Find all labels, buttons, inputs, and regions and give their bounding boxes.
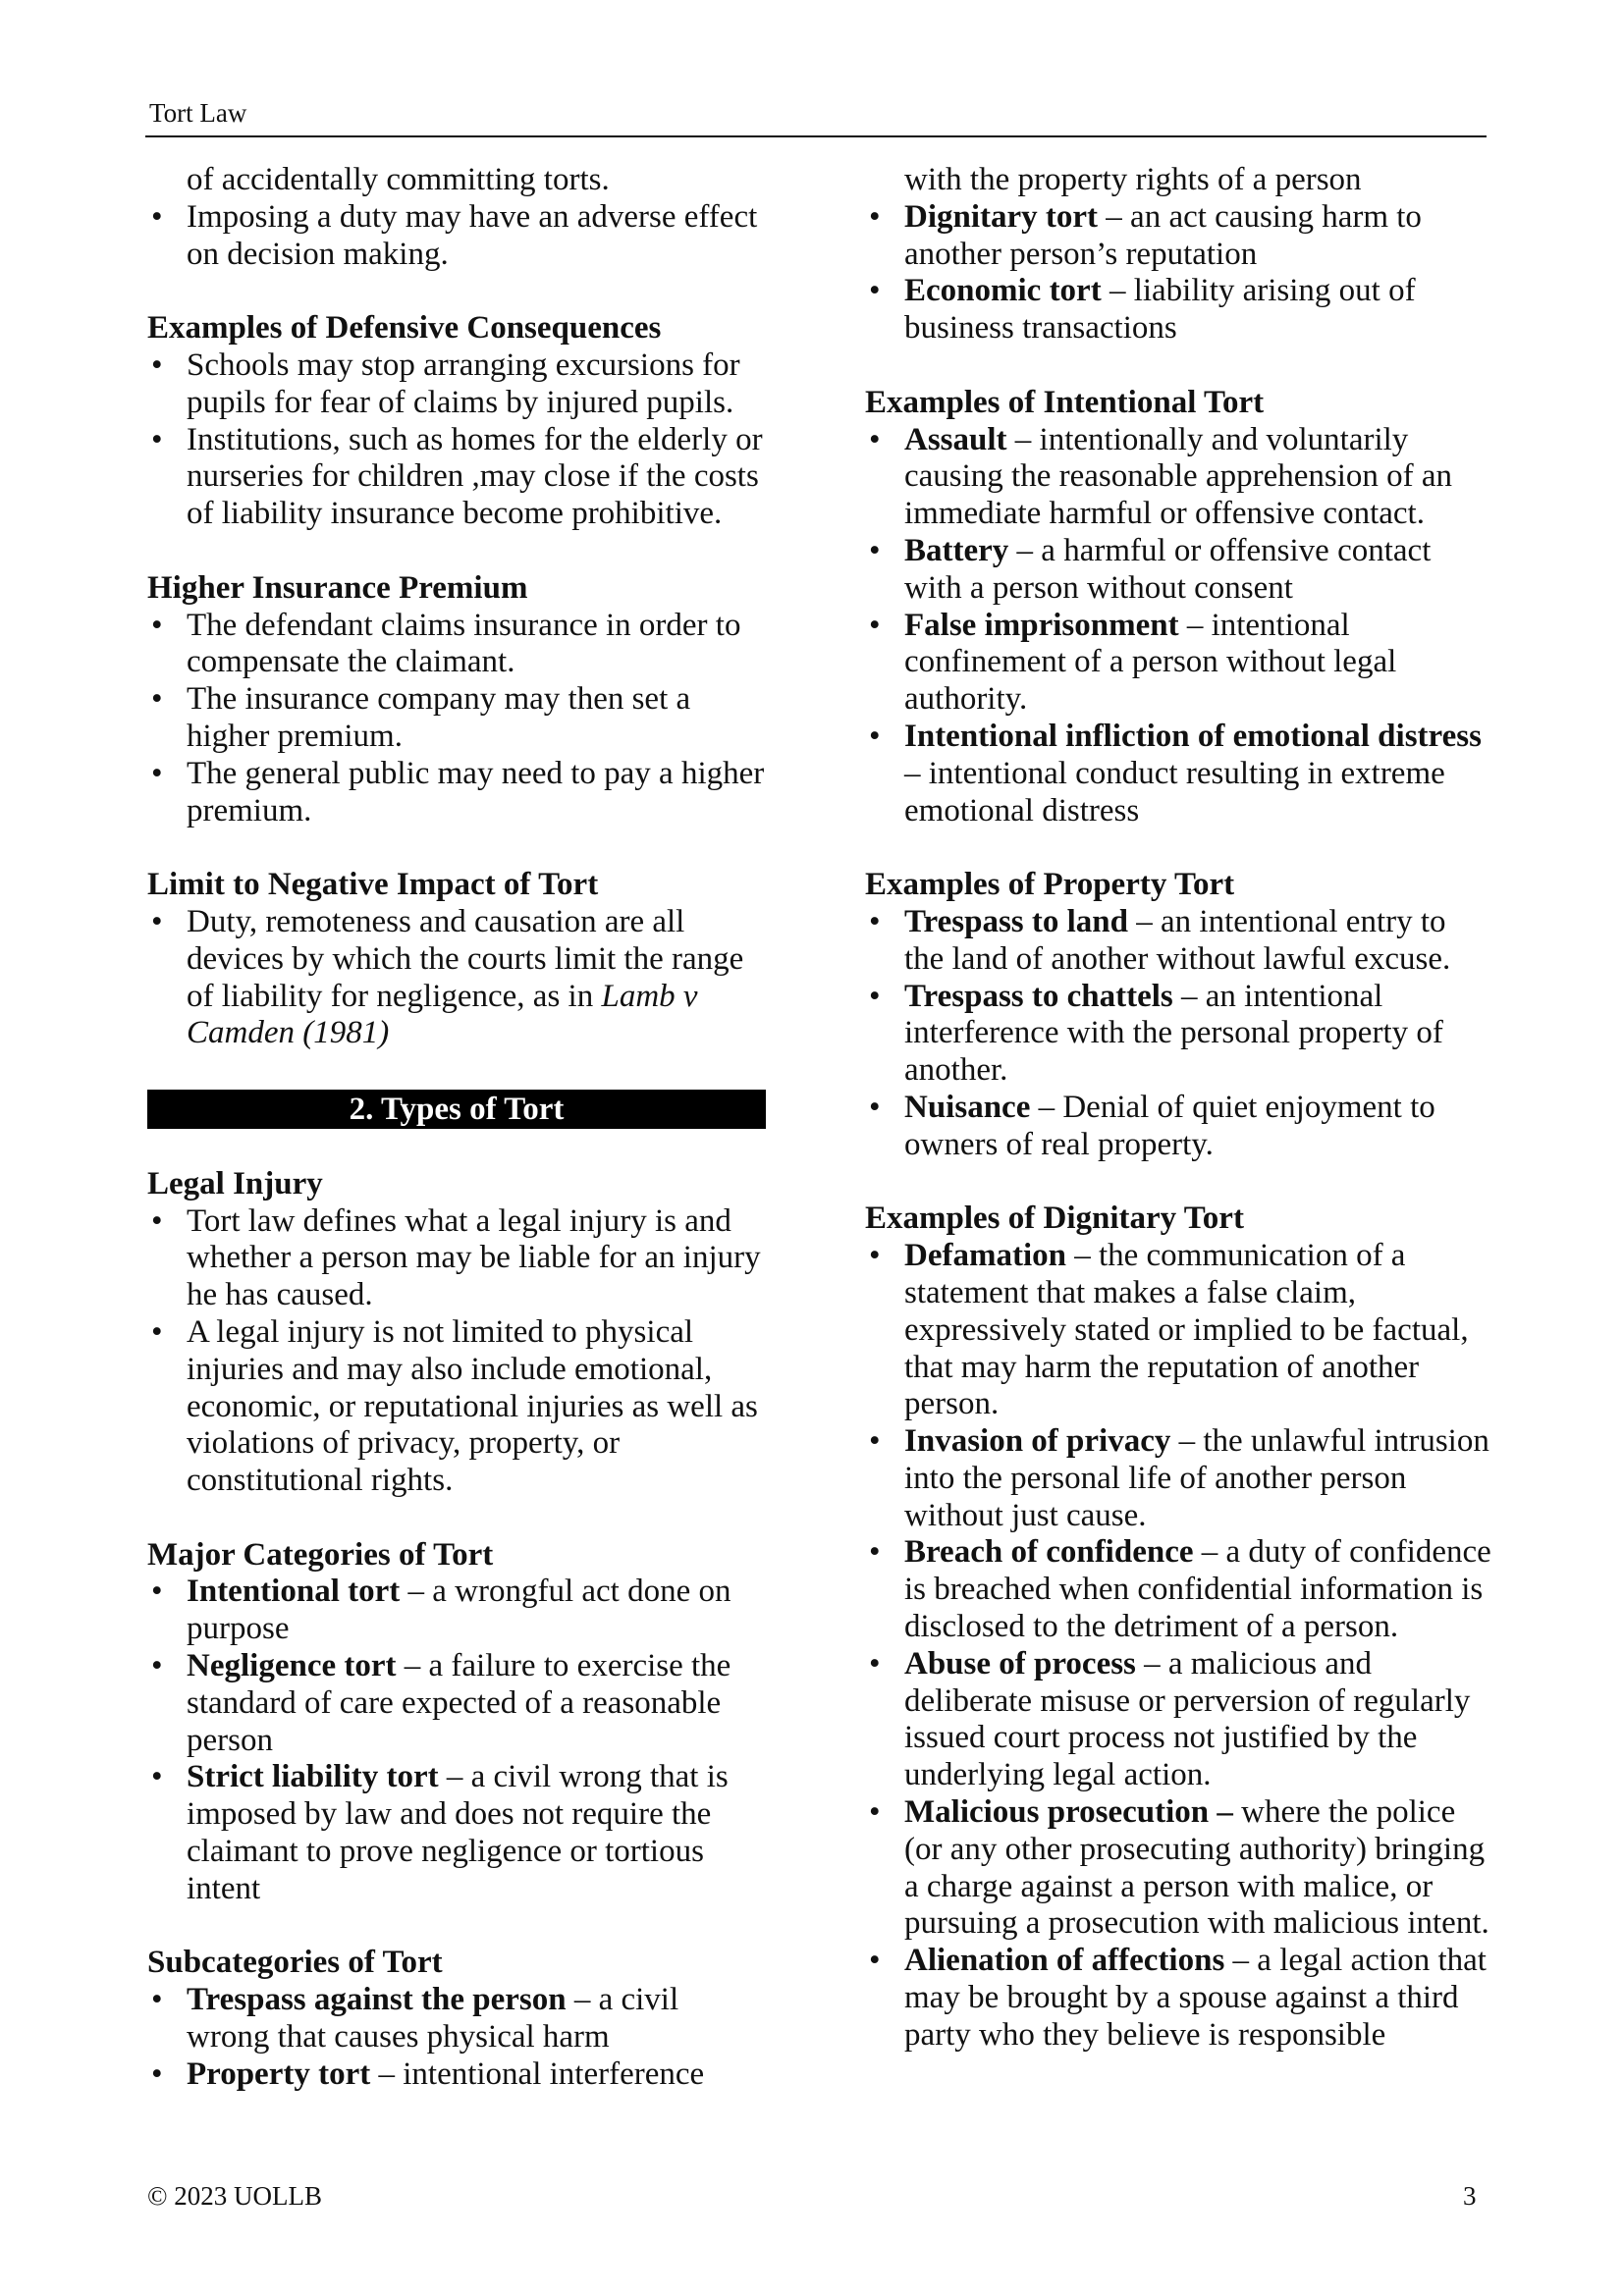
definition: – an intentional entry to the land of another without lawful excuse. (904, 903, 1451, 977)
page-number: 3 (1463, 2181, 1477, 2211)
definition: – liability arising out of business transactions (904, 273, 1416, 347)
term: Alienation of affections (904, 1943, 1225, 1979)
definition: – a failure to exercise the standard of care expected of a reasonable person (187, 1648, 731, 1758)
legal-injury-block (147, 1166, 766, 1500)
definition: – a civil wrong that causes physical harm (187, 1982, 679, 2056)
term: Negligence tort (187, 1648, 397, 1684)
definition: where the police (or any other prosecuting authority) bringing a charge against a person with malice, or pursuing a prosecution with malicious intent. (904, 1794, 1489, 1942)
list-item (147, 1759, 766, 1907)
term: Nuisance (904, 1089, 1031, 1125)
list-item (865, 1090, 1493, 1164)
list-item (147, 1648, 766, 1759)
definition: – a harmful or offensive contact with a person without consent (904, 532, 1432, 606)
term: Intentional infliction of emotional distress (904, 718, 1482, 754)
list-item (865, 273, 1493, 347)
term: Property tort (187, 2056, 371, 2092)
term: Intentional tort (187, 1574, 401, 1610)
list-item: • The general public may need to pay a higher premium. (147, 756, 766, 830)
intentional-tort-block (865, 385, 1493, 830)
list-item (865, 533, 1493, 608)
definition: – a civil wrong that is imposed by law and does not require the claimant to prove negligence or tortious intent (187, 1759, 729, 1906)
term: Battery (904, 532, 1009, 568)
definition: – a wrongful act done on purpose (187, 1574, 731, 1647)
definition: – the unlawful intrusion into the personal life of another person without just cause. (904, 1423, 1489, 1533)
section-heading: Higher Insurance Premium (147, 569, 528, 606)
term: False imprisonment (904, 607, 1179, 643)
list-item: • Schools may stop arranging excursions for pupils for fear of claims by injured pupils. (147, 347, 766, 422)
intro-block (147, 162, 766, 273)
definition: – intentional conduct resulting in extreme emotional distress (904, 755, 1445, 828)
term: Trespass to land (904, 903, 1129, 939)
right-column (865, 162, 1493, 2055)
item-text: Duty, remoteness and causation are all devices by which the courts limit the range of liability for negligence, as in (187, 903, 744, 1014)
list-item (865, 422, 1493, 533)
definition: – intentionally and voluntarily causing the reasonable apprehension of an immediate harmful or offensive contact. (904, 421, 1453, 532)
term: Breach of confidence (904, 1534, 1194, 1571)
property-tort-block (865, 867, 1493, 1163)
definition: – a malicious and deliberate misuse or perversion of regularly issued court process not justified by the underlying legal action. (904, 1645, 1471, 1793)
section-heading: Legal Injury (147, 1165, 323, 1201)
term: Abuse of process (904, 1645, 1136, 1682)
list-item (865, 608, 1493, 719)
list-item: • The defendant claims insurance in order to compensate the claimant. (147, 608, 766, 682)
list-item (865, 1943, 1493, 2054)
left-column (147, 162, 766, 2094)
section-title-bar: 2. Types of Tort (147, 1090, 766, 1129)
term: Strict liability tort (187, 1759, 439, 1795)
limit-block (147, 867, 766, 1052)
section-heading: Examples of Dignitary Tort (865, 1201, 1244, 1237)
definition: – a legal action that may be brought by a spouse against a third party who they believe is responsible (904, 1943, 1487, 2053)
list-item (147, 1574, 766, 1648)
list-item: of accidentally committing torts. (187, 162, 610, 197)
term: Defamation (904, 1238, 1066, 1274)
term: Invasion of privacy (904, 1423, 1171, 1460)
term: Economic tort (904, 273, 1102, 309)
page-header (145, 96, 1487, 137)
list-item (147, 1982, 766, 2056)
list-item (865, 1646, 1493, 1794)
term: Trespass to chattels (904, 978, 1173, 1014)
definition: – a duty of confidence is breached when confidential information is disclosed to the detriment of a person. (904, 1534, 1491, 1645)
insurance-block (147, 570, 766, 830)
section-heading: Examples of Intentional Tort (865, 384, 1265, 420)
list-item (865, 904, 1493, 979)
list-item (865, 1423, 1493, 1534)
list-item (865, 199, 1493, 274)
definition: – intentional interference (370, 2056, 705, 2092)
list-item (147, 2056, 766, 2094)
defensive-block (147, 310, 766, 533)
major-categories-block (147, 1537, 766, 1908)
definition: – an act causing harm to another person’s reputation (904, 198, 1422, 272)
list-item (865, 979, 1493, 1090)
list-item (865, 1534, 1493, 1645)
footer-copyright: © 2023 UOLLB (147, 2181, 323, 2211)
list-item (147, 904, 766, 1052)
definition: – Denial of quiet enjoyment to owners of real property. (904, 1089, 1435, 1162)
term: Assault (904, 421, 1007, 457)
section-heading: Examples of Property Tort (865, 867, 1235, 903)
list-item: • Tort law defines what a legal injury is and whether a person may be liable for an injury he has caused. (147, 1203, 766, 1314)
list-item (865, 1794, 1493, 1943)
subcategories-block (147, 1945, 766, 2093)
term: Malicious prosecution – (904, 1794, 1233, 1831)
subcategories-continued-block (865, 162, 1493, 347)
list-item: • A legal injury is not limited to physical injuries and may also include emotional, economic, or reputational injuries as well as violations of privacy, property, or constitutional rights. (147, 1314, 766, 1500)
list-item: • Imposing a duty may have an adverse effect on decision making. (147, 199, 766, 274)
section-heading: Major Categories of Tort (147, 1536, 494, 1573)
definition: – intentional confinement of a person without legal authority. (904, 607, 1397, 718)
definition: – the communication of a statement that makes a false claim, expressively stated or implied to be factual, that may harm the reputation of another person. (904, 1238, 1469, 1422)
section-heading: Subcategories of Tort (147, 1945, 443, 1981)
list-item: • The insurance company may then set a higher premium. (147, 681, 766, 756)
term: Trespass against the person (187, 1982, 567, 2018)
section-heading: Examples of Defensive Consequences (147, 310, 662, 347)
case-citation: Lamb v Camden (1981) (187, 978, 698, 1051)
term: Dignitary tort (904, 198, 1099, 235)
dignitary-tort-block (865, 1201, 1493, 2054)
list-item (865, 719, 1493, 829)
list-item: with the property rights of a person (904, 162, 1362, 197)
definition: – an intentional interference with the personal property of another. (904, 978, 1443, 1089)
section-heading: Limit to Negative Impact of Tort (147, 867, 599, 903)
list-item: • Institutions, such as homes for the elderly or nurseries for children ,may close if the costs of liability insurance become prohibitive. (147, 422, 766, 533)
list-item (865, 1238, 1493, 1423)
header-title: Tort Law (149, 98, 247, 128)
